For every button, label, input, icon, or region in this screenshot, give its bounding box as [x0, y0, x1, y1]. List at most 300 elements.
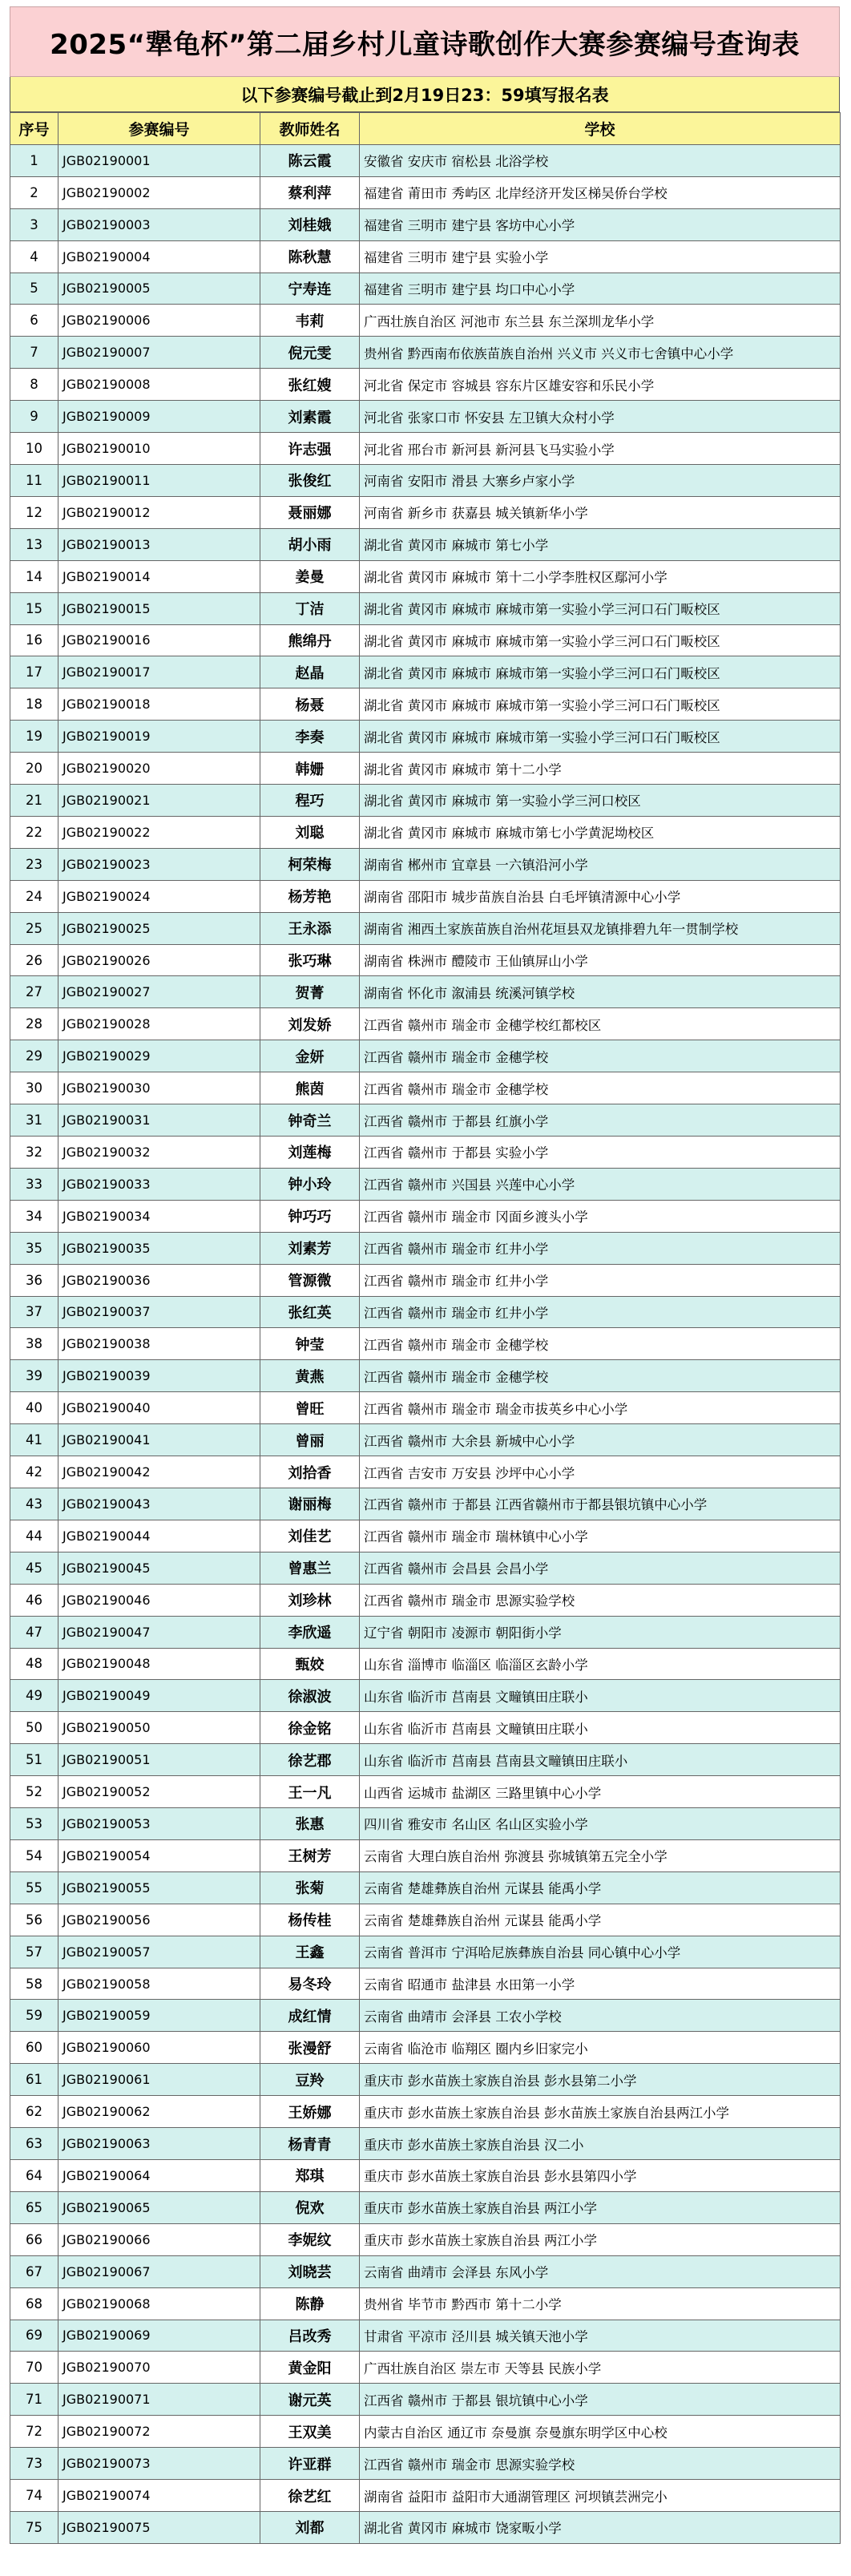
table-row — [10, 2096, 841, 2128]
entry-code: JGB02190037 — [58, 1296, 260, 1328]
entry-code: JGB02190069 — [58, 2320, 260, 2352]
school-name: 重庆市 彭水苗族土家族自治县 两江小学 — [360, 2191, 841, 2223]
row-number: 37 — [10, 1296, 58, 1328]
teacher-name: 吕改秀 — [260, 2320, 360, 2352]
school-name: 湖北省 黄冈市 麻城市 麻城市第一实验小学三河口石门畈校区 — [360, 688, 841, 721]
entry-code: JGB02190043 — [58, 1488, 260, 1520]
table-row — [10, 208, 841, 240]
teacher-name: 刘都 — [260, 2511, 360, 2543]
entry-code: JGB02190044 — [58, 1520, 260, 1552]
table-row — [10, 1392, 841, 1424]
entry-code: JGB02190025 — [58, 912, 260, 944]
row-number: 52 — [10, 1776, 58, 1808]
school-name: 山东省 临沂市 莒南县 文疃镇田庄联小 — [360, 1712, 841, 1744]
school-name: 江西省 赣州市 于都县 银坑镇中心小学 — [360, 2384, 841, 2416]
teacher-name: 曾惠兰 — [260, 1552, 360, 1584]
row-number: 2 — [10, 176, 58, 208]
row-number: 58 — [10, 1968, 58, 2000]
teacher-name: 熊茵 — [260, 1072, 360, 1104]
school-name: 福建省 三明市 建宁县 实验小学 — [360, 240, 841, 273]
row-number: 33 — [10, 1168, 58, 1200]
teacher-name: 张漫舒 — [260, 2032, 360, 2064]
school-name: 河南省 新乡市 获嘉县 城关镇新华小学 — [360, 496, 841, 528]
school-name: 云南省 大理白族自治州 弥渡县 弥城镇第五完全小学 — [360, 1839, 841, 1871]
table-row — [10, 2384, 841, 2416]
row-number: 21 — [10, 785, 58, 817]
table-row — [10, 2255, 841, 2287]
teacher-name: 王双美 — [260, 2416, 360, 2448]
row-number: 39 — [10, 1360, 58, 1392]
table-row — [10, 560, 841, 592]
entry-code: JGB02190013 — [58, 528, 260, 560]
table-row — [10, 880, 841, 912]
school-name: 内蒙古自治区 通辽市 奈曼旗 奈曼旗东明学区中心校 — [360, 2416, 841, 2448]
table-row — [10, 1776, 841, 1808]
table-row — [10, 1839, 841, 1871]
teacher-name: 成红情 — [260, 2000, 360, 2032]
teacher-name: 黄燕 — [260, 1360, 360, 1392]
entry-code: JGB02190061 — [58, 2064, 260, 2096]
row-number: 3 — [10, 208, 58, 240]
school-name: 江西省 赣州市 瑞金市 思源实验学校 — [360, 1584, 841, 1616]
teacher-name: 王鑫 — [260, 1936, 360, 1968]
teacher-name: 宁寿连 — [260, 273, 360, 305]
entry-code: JGB02190056 — [58, 1904, 260, 1936]
teacher-name: 钟小玲 — [260, 1168, 360, 1200]
school-name: 重庆市 彭水苗族土家族自治县 彭水苗族土家族自治县两江小学 — [360, 2096, 841, 2128]
entry-code: JGB02190012 — [58, 496, 260, 528]
teacher-name: 韩姗 — [260, 753, 360, 785]
school-name: 福建省 三明市 建宁县 均口中心小学 — [360, 273, 841, 305]
school-name: 河北省 邢台市 新河县 新河县飞马实验小学 — [360, 433, 841, 465]
entry-code: JGB02190047 — [58, 1616, 260, 1648]
entry-code: JGB02190016 — [58, 624, 260, 656]
table-row — [10, 848, 841, 880]
teacher-name: 钟巧巧 — [260, 1200, 360, 1232]
teacher-name: 徐金铭 — [260, 1712, 360, 1744]
table-body — [10, 144, 841, 2543]
row-number: 57 — [10, 1936, 58, 1968]
entry-code: JGB02190020 — [58, 753, 260, 785]
row-number: 61 — [10, 2064, 58, 2096]
table-row — [10, 496, 841, 528]
teacher-name: 王一凡 — [260, 1776, 360, 1808]
school-name: 江西省 赣州市 会昌县 会昌小学 — [360, 1552, 841, 1584]
school-name: 重庆市 彭水苗族土家族自治县 两江小学 — [360, 2223, 841, 2255]
school-name: 云南省 曲靖市 会泽县 东风小学 — [360, 2255, 841, 2287]
school-name: 湖北省 黄冈市 麻城市 第十二小学李胜权区鄢河小学 — [360, 560, 841, 592]
entry-code: JGB02190049 — [58, 1680, 260, 1712]
entry-code: JGB02190054 — [58, 1839, 260, 1871]
row-number: 11 — [10, 464, 58, 496]
table-row — [10, 176, 841, 208]
row-number: 46 — [10, 1584, 58, 1616]
row-number: 40 — [10, 1392, 58, 1424]
entry-code: JGB02190029 — [58, 1040, 260, 1072]
entry-code: JGB02190073 — [58, 2448, 260, 2480]
row-number: 66 — [10, 2223, 58, 2255]
teacher-name: 刘佳艺 — [260, 1520, 360, 1552]
table-row — [10, 1648, 841, 1680]
entry-code: JGB02190055 — [58, 1871, 260, 1904]
entry-code: JGB02190045 — [58, 1552, 260, 1584]
table-row — [10, 912, 841, 944]
row-number: 30 — [10, 1072, 58, 1104]
header-no: 序号 — [10, 113, 58, 145]
school-name: 云南省 昭通市 盐津县 水田第一小学 — [360, 1968, 841, 2000]
school-name: 山东省 临沂市 莒南县 莒南县文疃镇田庄联小 — [360, 1744, 841, 1776]
entry-code: JGB02190040 — [58, 1392, 260, 1424]
row-number: 55 — [10, 1871, 58, 1904]
school-name: 江西省 赣州市 于都县 实验小学 — [360, 1137, 841, 1169]
entry-code: JGB02190026 — [58, 944, 260, 976]
table-row — [10, 1104, 841, 1137]
row-number: 41 — [10, 1424, 58, 1456]
school-name: 云南省 楚雄彝族自治州 元谋县 能禹小学 — [360, 1904, 841, 1936]
entry-code: JGB02190075 — [58, 2511, 260, 2543]
row-number: 26 — [10, 944, 58, 976]
entry-code: JGB02190034 — [58, 1200, 260, 1232]
entry-code: JGB02190074 — [58, 2480, 260, 2512]
teacher-name: 金妍 — [260, 1040, 360, 1072]
teacher-name: 王娇娜 — [260, 2096, 360, 2128]
school-name: 贵州省 黔西南布依族苗族自治州 兴义市 兴义市七舍镇中心小学 — [360, 337, 841, 369]
row-number: 59 — [10, 2000, 58, 2032]
entry-code: JGB02190057 — [58, 1936, 260, 1968]
school-name: 湖南省 益阳市 益阳市大通湖管理区 河坝镇芸洲完小 — [360, 2480, 841, 2512]
row-number: 62 — [10, 2096, 58, 2128]
teacher-name: 刘桂娥 — [260, 208, 360, 240]
entry-code: JGB02190003 — [58, 208, 260, 240]
table-row — [10, 2416, 841, 2448]
row-number: 28 — [10, 1008, 58, 1040]
teacher-name: 刘素芳 — [260, 1232, 360, 1264]
entry-code: JGB02190006 — [58, 305, 260, 337]
school-name: 江西省 赣州市 瑞金市 红井小学 — [360, 1296, 841, 1328]
teacher-name: 贺菁 — [260, 976, 360, 1008]
school-name: 江西省 赣州市 瑞金市 冈面乡渡头小学 — [360, 1200, 841, 1232]
entry-code: JGB02190039 — [58, 1360, 260, 1392]
entry-code: JGB02190015 — [58, 592, 260, 624]
table-row — [10, 721, 841, 753]
row-number: 9 — [10, 401, 58, 433]
teacher-name: 刘晓芸 — [260, 2255, 360, 2287]
teacher-name: 张菊 — [260, 1871, 360, 1904]
row-number: 64 — [10, 2160, 58, 2192]
school-name: 福建省 莆田市 秀屿区 北岸经济开发区梯吴侨台学校 — [360, 176, 841, 208]
teacher-name: 陈云霞 — [260, 144, 360, 176]
entry-code: JGB02190031 — [58, 1104, 260, 1137]
entry-code: JGB02190068 — [58, 2287, 260, 2320]
header-teacher: 教师姓名 — [260, 113, 360, 145]
teacher-name: 钟莹 — [260, 1328, 360, 1360]
school-name: 江西省 赣州市 瑞金市 金穗学校 — [360, 1328, 841, 1360]
entry-code: JGB02190035 — [58, 1232, 260, 1264]
school-name: 辽宁省 朝阳市 凌源市 朝阳街小学 — [360, 1616, 841, 1648]
table-row — [10, 2480, 841, 2512]
teacher-name: 谢元英 — [260, 2384, 360, 2416]
entry-code: JGB02190066 — [58, 2223, 260, 2255]
school-name: 广西壮族自治区 河池市 东兰县 东兰深圳龙华小学 — [360, 305, 841, 337]
school-name: 江西省 赣州市 大余县 新城中心小学 — [360, 1424, 841, 1456]
school-name: 江西省 赣州市 瑞金市 金穗学校红都校区 — [360, 1008, 841, 1040]
row-number: 45 — [10, 1552, 58, 1584]
table-row — [10, 2032, 841, 2064]
row-number: 67 — [10, 2255, 58, 2287]
table-row — [10, 1360, 841, 1392]
teacher-name: 杨聂 — [260, 688, 360, 721]
teacher-name: 倪欢 — [260, 2191, 360, 2223]
teacher-name: 徐艺红 — [260, 2480, 360, 2512]
row-number: 27 — [10, 976, 58, 1008]
row-number: 50 — [10, 1712, 58, 1744]
entry-code: JGB02190014 — [58, 560, 260, 592]
table-row — [10, 1584, 841, 1616]
school-name: 湖北省 黄冈市 麻城市 第十二小学 — [360, 753, 841, 785]
teacher-name: 张红英 — [260, 1296, 360, 1328]
entry-code: JGB02190065 — [58, 2191, 260, 2223]
school-name: 河北省 保定市 容城县 容东片区雄安容和乐民小学 — [360, 369, 841, 401]
table-row — [10, 2287, 841, 2320]
row-number: 49 — [10, 1680, 58, 1712]
teacher-name: 刘聪 — [260, 816, 360, 848]
entry-code: JGB02190033 — [58, 1168, 260, 1200]
teacher-name: 王树芳 — [260, 1839, 360, 1871]
entry-code: JGB02190023 — [58, 848, 260, 880]
row-number: 36 — [10, 1264, 58, 1296]
table-row — [10, 1296, 841, 1328]
entry-code: JGB02190063 — [58, 2128, 260, 2160]
school-name: 江西省 赣州市 兴国县 兴莲中心小学 — [360, 1168, 841, 1200]
row-number: 42 — [10, 1456, 58, 1488]
entry-code: JGB02190011 — [58, 464, 260, 496]
row-number: 74 — [10, 2480, 58, 2512]
deadline-notice: 以下参赛编号截止到2月19日23：59填写报名表 — [10, 77, 840, 112]
table-row — [10, 1072, 841, 1104]
row-number: 35 — [10, 1232, 58, 1264]
teacher-name: 陈秋慧 — [260, 240, 360, 273]
table-row — [10, 305, 841, 337]
teacher-name: 许志强 — [260, 433, 360, 465]
table-row — [10, 2448, 841, 2480]
school-name: 安徽省 安庆市 宿松县 北浴学校 — [360, 144, 841, 176]
teacher-name: 陈静 — [260, 2287, 360, 2320]
entry-code: JGB02190052 — [58, 1776, 260, 1808]
table-row — [10, 464, 841, 496]
entry-code: JGB02190018 — [58, 688, 260, 721]
row-number: 32 — [10, 1137, 58, 1169]
entry-code: JGB02190042 — [58, 1456, 260, 1488]
table-row — [10, 753, 841, 785]
school-name: 江西省 赣州市 瑞金市 红井小学 — [360, 1264, 841, 1296]
table-row — [10, 1456, 841, 1488]
entry-code: JGB02190010 — [58, 433, 260, 465]
row-number: 10 — [10, 433, 58, 465]
table-row — [10, 1968, 841, 2000]
school-name: 云南省 楚雄彝族自治州 元谋县 能禹小学 — [360, 1871, 841, 1904]
teacher-name: 刘莲梅 — [260, 1137, 360, 1169]
entry-code: JGB02190030 — [58, 1072, 260, 1104]
table-row — [10, 592, 841, 624]
row-number: 71 — [10, 2384, 58, 2416]
teacher-name: 黄金阳 — [260, 2352, 360, 2384]
row-number: 7 — [10, 337, 58, 369]
school-name: 湖北省 黄冈市 麻城市 麻城市第一实验小学三河口石门畈校区 — [360, 592, 841, 624]
entry-code: JGB02190004 — [58, 240, 260, 273]
school-name: 云南省 普洱市 宁洱哈尼族彝族自治县 同心镇中心小学 — [360, 1936, 841, 1968]
row-number: 20 — [10, 753, 58, 785]
teacher-name: 徐淑波 — [260, 1680, 360, 1712]
row-number: 44 — [10, 1520, 58, 1552]
entry-code: JGB02190024 — [58, 880, 260, 912]
teacher-name: 赵晶 — [260, 656, 360, 688]
entry-code: JGB02190051 — [58, 1744, 260, 1776]
row-number: 70 — [10, 2352, 58, 2384]
table-row — [10, 2223, 841, 2255]
school-name: 云南省 临沧市 临翔区 圈内乡旧家完小 — [360, 2032, 841, 2064]
entry-code: JGB02190022 — [58, 816, 260, 848]
table-row — [10, 785, 841, 817]
row-number: 8 — [10, 369, 58, 401]
teacher-name: 杨青青 — [260, 2128, 360, 2160]
school-name: 湖北省 黄冈市 麻城市 麻城市第一实验小学三河口石门畈校区 — [360, 656, 841, 688]
row-number: 47 — [10, 1616, 58, 1648]
entry-code: JGB02190060 — [58, 2032, 260, 2064]
entry-code: JGB02190009 — [58, 401, 260, 433]
row-number: 12 — [10, 496, 58, 528]
school-name: 湖南省 湘西土家族苗族自治州花垣县双龙镇排碧九年一贯制学校 — [360, 912, 841, 944]
school-name: 湖南省 怀化市 溆浦县 统溪河镇学校 — [360, 976, 841, 1008]
school-name: 湖北省 黄冈市 麻城市 饶家畈小学 — [360, 2511, 841, 2543]
entry-code: JGB02190059 — [58, 2000, 260, 2032]
table-row — [10, 1871, 841, 1904]
entry-code: JGB02190046 — [58, 1584, 260, 1616]
school-name: 云南省 曲靖市 会泽县 工农小学校 — [360, 2000, 841, 2032]
school-name: 湖北省 黄冈市 麻城市 麻城市第一实验小学三河口石门畈校区 — [360, 721, 841, 753]
teacher-name: 曾旺 — [260, 1392, 360, 1424]
header-school: 学校 — [360, 113, 841, 145]
row-number: 54 — [10, 1839, 58, 1871]
school-name: 广西壮族自治区 崇左市 天等县 民族小学 — [360, 2352, 841, 2384]
school-name: 江西省 赣州市 于都县 江西省赣州市于都县银坑镇中心小学 — [360, 1488, 841, 1520]
school-name: 江西省 赣州市 瑞金市 思源实验学校 — [360, 2448, 841, 2480]
table-row — [10, 624, 841, 656]
table-row — [10, 240, 841, 273]
table-row — [10, 1328, 841, 1360]
row-number: 48 — [10, 1648, 58, 1680]
school-name: 江西省 赣州市 瑞金市 金穗学校 — [360, 1072, 841, 1104]
table-row — [10, 944, 841, 976]
table-row — [10, 2128, 841, 2160]
table-row — [10, 816, 841, 848]
header-row — [10, 113, 841, 145]
entry-code: JGB02190001 — [58, 144, 260, 176]
teacher-name: 姜曼 — [260, 560, 360, 592]
table-row — [10, 1936, 841, 1968]
row-number: 23 — [10, 848, 58, 880]
row-number: 24 — [10, 880, 58, 912]
entry-code: JGB02190021 — [58, 785, 260, 817]
table-row — [10, 2160, 841, 2192]
entry-code: JGB02190067 — [58, 2255, 260, 2287]
table-row — [10, 1904, 841, 1936]
row-number: 18 — [10, 688, 58, 721]
entry-code: JGB02190032 — [58, 1137, 260, 1169]
teacher-name: 豆羚 — [260, 2064, 360, 2096]
table-row — [10, 1744, 841, 1776]
entry-code: JGB02190072 — [58, 2416, 260, 2448]
table-row — [10, 2511, 841, 2543]
row-number: 22 — [10, 816, 58, 848]
table-row — [10, 528, 841, 560]
teacher-name: 郑琪 — [260, 2160, 360, 2192]
table-row — [10, 433, 841, 465]
school-name: 重庆市 彭水苗族土家族自治县 汉二小 — [360, 2128, 841, 2160]
teacher-name: 李欣遥 — [260, 1616, 360, 1648]
teacher-name: 曾丽 — [260, 1424, 360, 1456]
teacher-name: 倪元雯 — [260, 337, 360, 369]
school-name: 山东省 淄博市 临淄区 临淄区玄龄小学 — [360, 1648, 841, 1680]
row-number: 16 — [10, 624, 58, 656]
school-name: 江西省 赣州市 瑞金市 瑞金市拔英乡中心小学 — [360, 1392, 841, 1424]
table-row — [10, 1424, 841, 1456]
school-name: 江西省 赣州市 瑞金市 金穗学校 — [360, 1040, 841, 1072]
teacher-name: 李奏 — [260, 721, 360, 753]
row-number: 69 — [10, 2320, 58, 2352]
table-row — [10, 337, 841, 369]
entry-code: JGB02190048 — [58, 1648, 260, 1680]
row-number: 75 — [10, 2511, 58, 2543]
teacher-name: 胡小雨 — [260, 528, 360, 560]
school-name: 江西省 吉安市 万安县 沙坪中心小学 — [360, 1456, 841, 1488]
table-row — [10, 2064, 841, 2096]
row-number: 34 — [10, 1200, 58, 1232]
table-row — [10, 656, 841, 688]
school-name: 河南省 安阳市 滑县 大寨乡卢家小学 — [360, 464, 841, 496]
teacher-name: 徐艺郡 — [260, 1744, 360, 1776]
teacher-name: 许亚群 — [260, 2448, 360, 2480]
school-name: 江西省 赣州市 瑞金市 红井小学 — [360, 1232, 841, 1264]
school-name: 湖北省 黄冈市 麻城市 第七小学 — [360, 528, 841, 560]
row-number: 25 — [10, 912, 58, 944]
row-number: 38 — [10, 1328, 58, 1360]
school-name: 甘肃省 平凉市 泾川县 城关镇天池小学 — [360, 2320, 841, 2352]
row-number: 73 — [10, 2448, 58, 2480]
entry-code: JGB02190058 — [58, 1968, 260, 2000]
row-number: 5 — [10, 273, 58, 305]
table-row — [10, 369, 841, 401]
table-row — [10, 2000, 841, 2032]
teacher-name: 张巧琳 — [260, 944, 360, 976]
entry-code: JGB02190017 — [58, 656, 260, 688]
row-number: 63 — [10, 2128, 58, 2160]
school-name: 湖北省 黄冈市 麻城市 第一实验小学三河口校区 — [360, 785, 841, 817]
school-name: 福建省 三明市 建宁县 客坊中心小学 — [360, 208, 841, 240]
teacher-name: 张红嫂 — [260, 369, 360, 401]
school-name: 河北省 张家口市 怀安县 左卫镇大众村小学 — [360, 401, 841, 433]
school-name: 江西省 赣州市 瑞金市 瑞林镇中心小学 — [360, 1520, 841, 1552]
teacher-name: 蔡利萍 — [260, 176, 360, 208]
table-row — [10, 688, 841, 721]
teacher-name: 杨芳艳 — [260, 880, 360, 912]
row-number: 53 — [10, 1808, 58, 1840]
entry-code: JGB02190008 — [58, 369, 260, 401]
entry-code: JGB02190027 — [58, 976, 260, 1008]
table-row — [10, 1616, 841, 1648]
teacher-name: 王永添 — [260, 912, 360, 944]
row-number: 68 — [10, 2287, 58, 2320]
school-name: 重庆市 彭水苗族土家族自治县 彭水县第二小学 — [360, 2064, 841, 2096]
